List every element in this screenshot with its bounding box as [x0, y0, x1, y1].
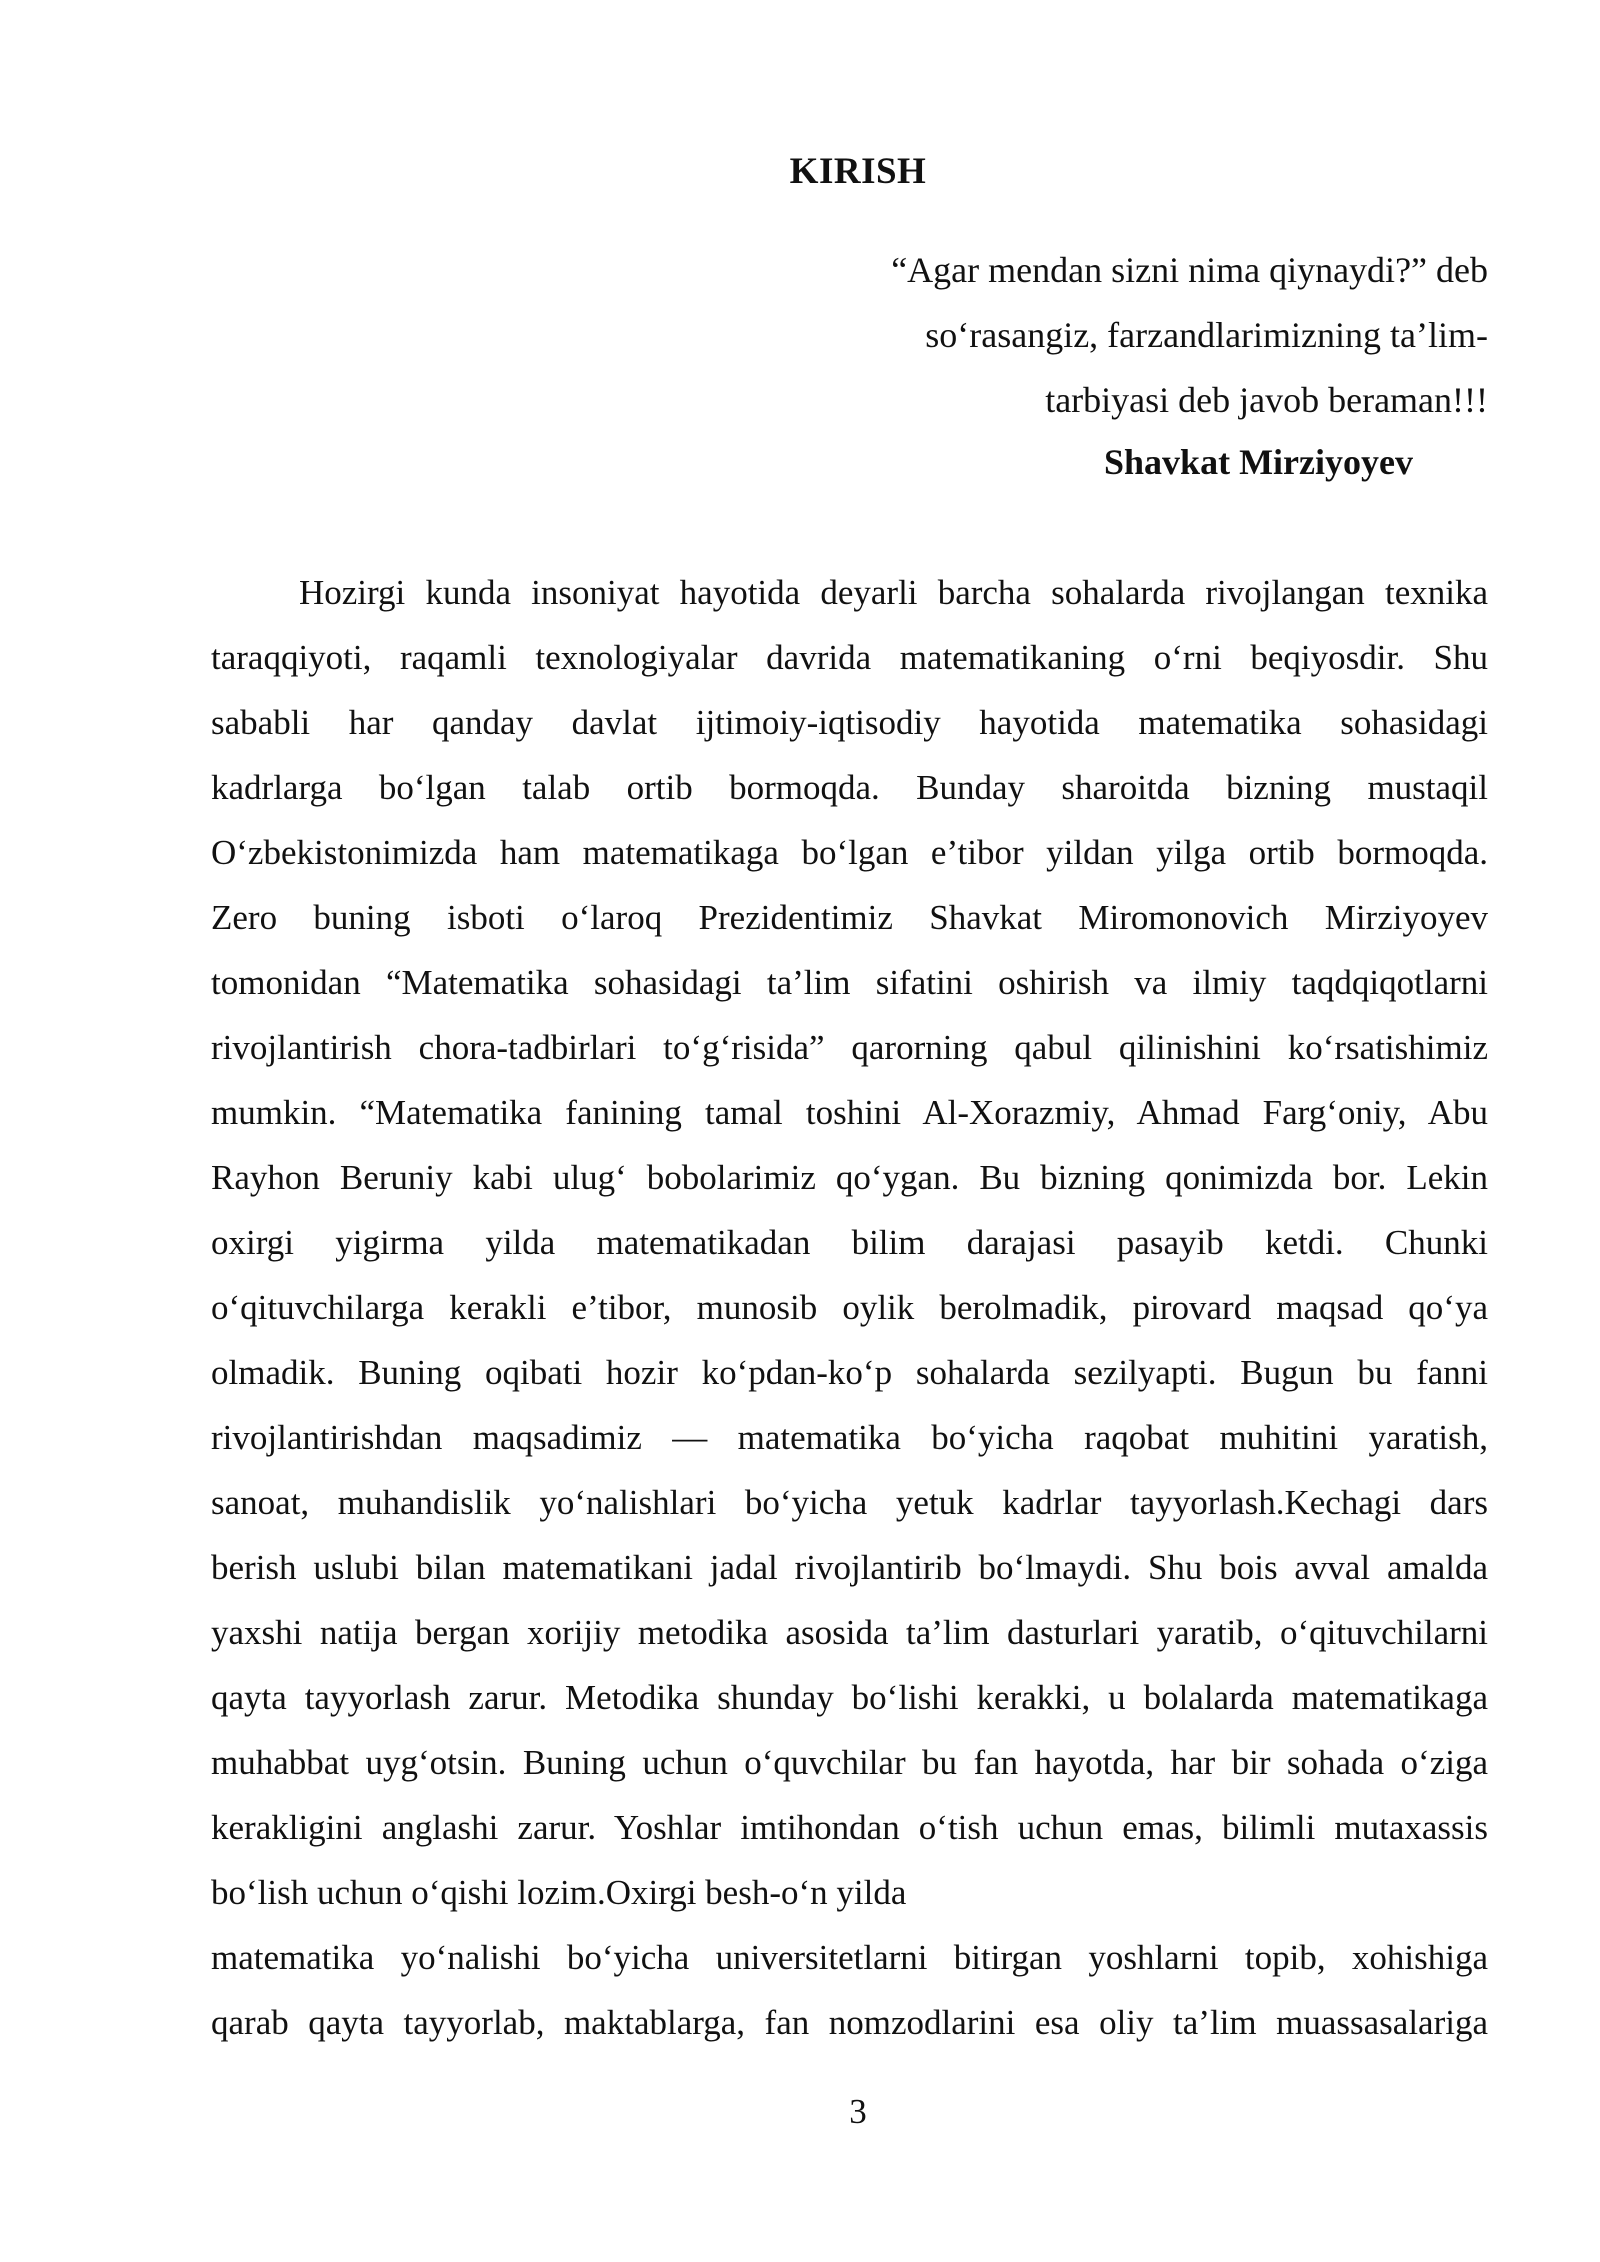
epigraph-quote [700, 238, 1488, 433]
text-line: sanoat, muhandislik yo‘nalishlari bo‘yicha yetuk kadrlar tayyorlash.Kechagi dars [211, 1483, 1488, 1522]
page-number: 3 [849, 2092, 867, 2131]
text-line: o‘qituvchilarga kerakli e’tibor, munosib oylik berolmadik, pirovard maqsad qo‘ya [211, 1288, 1488, 1327]
text-line: rivojlantirish chora-tadbirlari to‘g‘risida” qarorning qabul qilinishini ko‘rsatishimiz [211, 1028, 1488, 1067]
text-line: rivojlantirishdan maqsadimiz — matematika bo‘yicha raqobat muhitini yaratish, [211, 1418, 1488, 1457]
text-line: Rayhon Beruniy kabi ulug‘ bobolarimiz qo‘ygan. Bu bizning qonimizda bor. Lekin [211, 1158, 1488, 1197]
text-line: kadrlarga bo‘lgan talab ortib bormoqda. Bunday sharoitda bizning mustaqil [211, 768, 1488, 807]
text-line: qarab qayta tayyorlab, maktablarga, fan nomzodlarini esa oliy ta’lim muassasalariga [211, 2003, 1488, 2042]
text-line: olmadik. Buning oqibati hozir ko‘pdan-ko‘p sohalarda sezilyapti. Bugun bu fanni [211, 1353, 1488, 1392]
text-line: kerakligini anglashi zarur. Yoshlar imtihondan o‘tish uchun emas, bilimli mutaxassis [211, 1808, 1488, 1847]
epigraph-line: “Agar mendan sizni nima qiynaydi?” deb [891, 250, 1488, 290]
text-line: sababli har qanday davlat ijtimoiy-iqtisodiy hayotida matematika sohasidagi [211, 703, 1488, 742]
text-line: berish uslubi bilan matematikani jadal rivojlantirib bo‘lmaydi. Shu bois avval amalda [211, 1548, 1488, 1587]
text-line: bo‘lish uchun o‘qishi lozim.Oxirgi besh-o‘n yilda [211, 1873, 907, 1912]
text-line: mumkin. “Matematika fanining tamal toshini Al-Xorazmiy, Ahmad Farg‘oniy, Abu [211, 1093, 1488, 1132]
text-line: matematika yo‘nalishi bo‘yicha universitetlarni bitirgan yoshlarni topib, xohishiga [211, 1938, 1488, 1977]
epigraph-line: tarbiyasi deb javob beraman!!! [1045, 380, 1488, 420]
text-line: yaxshi natija bergan xorijiy metodika asosida ta’lim dasturlari yaratib, o‘qituvchilarni [211, 1613, 1488, 1652]
page-title: KIRISH [789, 151, 927, 192]
epigraph-line: so‘rasangiz, farzandlarimizning ta’lim- [925, 315, 1488, 355]
text-line: oxirgi yigirma yilda matematikadan bilim darajasi pasayib ketdi. Chunki [211, 1223, 1488, 1262]
text-line: taraqqiyoti, raqamli texnologiyalar davrida matematikaning o‘rni beqiyosdir. Shu [211, 638, 1488, 677]
text-line: tomonidan “Matematika sohasidagi ta’lim sifatini oshirish va ilmiy taqdqiqotlarni [211, 963, 1488, 1002]
text-line: muhabbat uyg‘otsin. Buning uchun o‘quvchilar bu fan hayotda, har bir sohada o‘ziga [211, 1743, 1488, 1782]
text-line: O‘zbekistonimizda ham matematikaga bo‘lgan e’tibor yildan yilga ortib bormoqda. [211, 833, 1488, 872]
body-paragraph [211, 568, 1488, 2063]
text-line: Zero buning isboti o‘laroq Prezidentimiz Shavkat Miromonovich Mirziyoyev [211, 898, 1488, 937]
epigraph-author: Shavkat Mirziyoyev [1104, 442, 1413, 482]
text-line: qayta tayyorlash zarur. Metodika shunday bo‘lishi kerakki, u bolalarda matematikaga [211, 1678, 1488, 1717]
text-line: Hozirgi kunda insoniyat hayotida deyarli barcha sohalarda rivojlangan texnika [299, 573, 1488, 612]
